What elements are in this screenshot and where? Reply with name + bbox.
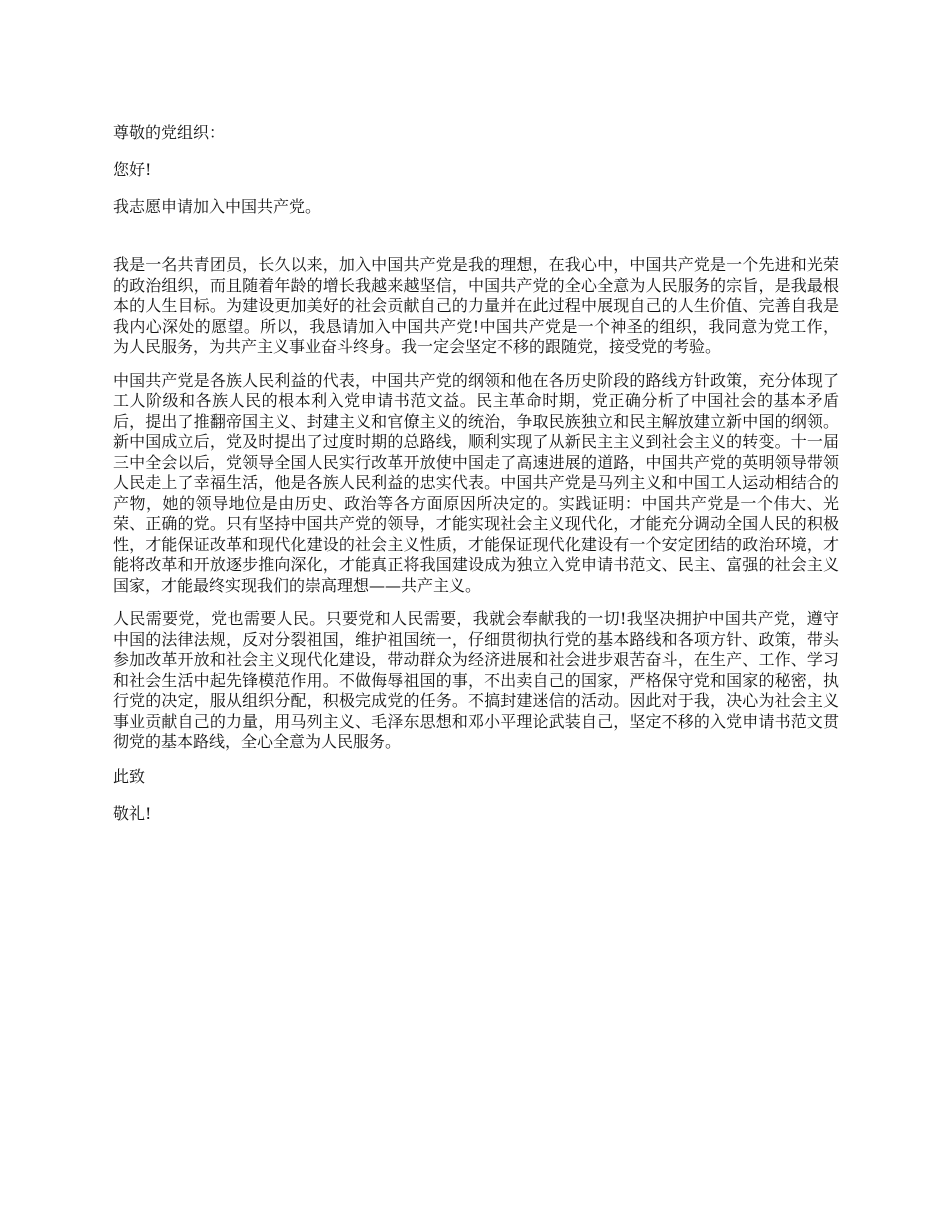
intent-statement: 我志愿申请加入中国共产党。 [113, 197, 322, 216]
letter-page [113, 122, 839, 825]
greeting: 您好! [113, 160, 152, 179]
body-paragraph-3: 人民需要党，党也需要人民。只要党和人民需要，我就会奉献我的一切!我坚决拥护中国共产党，遵守中国的法律法规，反对分裂祖国，维护祖国统一，仔细贯彻执行党的基本路线和各项方针、政策，带头参加改革开放和社会主义现代化建设，带动群众为经济进展和社会进步艰苦奋斗，在生产、工作、学习和社会生活中起先锋模范作用。不做侮辱祖国的事，不出卖自己的国家，严格保守党和国家的秘密，执行党的决定，服从组织分配，积极完成党的任务。不搞封建迷信的活动。因此对于我，决心为社会主义事业贡献自己的力量，用马列主义、毛泽东思想和邓小平理论武装自己，坚定不移的入党申请书范文贯彻党的基本路线，全心全意为人民服务。 [113, 609, 839, 751]
closing: 此致 [113, 766, 146, 786]
body-paragraph-1: 我是一名共青团员，长久以来，加入中国共产党是我的理想，在我心中，中国共产党是一个先进和光荣的政治组织，而且随着年龄的增长我越来越坚信，中国共产党的全心全意为人民服务的宗旨，是我最根本的人生目标。为建设更加美好的社会贡献自己的力量并在此过程中展现自己的人生价值、完善自我是我内心深处的愿望。所以，我恳请加入中国共产党!中国共产党是一个神圣的组织，我同意为党工作，为人民服务，为共产主义事业奋斗终身。我一定会坚定不移的跟随党，接受党的考验。 [113, 255, 839, 356]
regards: 敬礼! [113, 803, 152, 823]
salutation: 尊敬的党组织： [113, 123, 226, 142]
body-paragraph-2: 中国共产党是各族人民利益的代表，中国共产党的纲领和他在各历史阶段的路线方针政策，充分体现了工人阶级和各族人民的根本利入党申请书范文益。民主革命时期，党正确分析了中国社会的基本矛盾后，提出了推翻帝国主义、封建主义和官僚主义的统治，争取民族独立和民主解放建立新中国的纲领。新中国成立后，党及时提出了过度时期的总路线，顺利实现了从新民主主义到社会主义的转变。十一届三中全会以后，党领导全国人民实行改革开放使中国走了高速进展的道路，中国共产党的英明领导带领人民走上了幸福生活，他是各族人民利益的忠实代表。中国共产党是马列主义和中国工人运动相结合的产物，她的领导地位是由历史、政治等各方面原因所决定的。实践证明：中国共产党是一个伟大、光荣、正确的党。只有坚持中国共产党的领导，才能实现社会主义现代化，才能充分调动全国人民的积极性，才能保证改革和现代化建设的社会主义性质，才能保证现代化建设有一个安定团结的政治环境，才能将改革和开放逐步推向深化，才能真正将我国建设成为独立入党申请书范文、民主、富强的社会主义国家，才能最终实现我们的崇高理想——共产主义。 [113, 370, 839, 595]
